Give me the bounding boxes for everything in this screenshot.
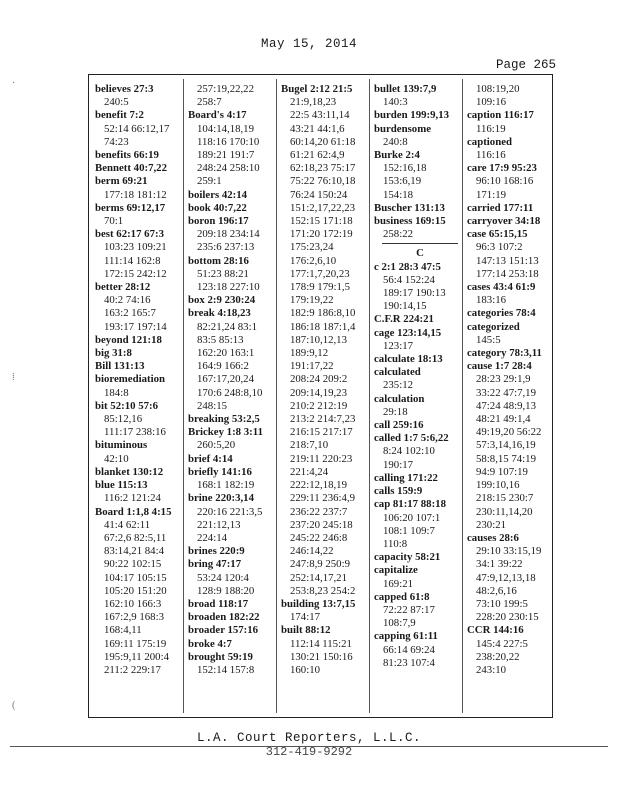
index-reference: 118:16 170:10 (197, 135, 260, 148)
index-reference: 111:17 238:16 (104, 426, 166, 439)
index-reference: 33:22 47:7,19 (476, 386, 536, 399)
index-reference: 199:10,16 (476, 479, 520, 492)
index-reference: 103:23 109:21 (104, 241, 167, 254)
index-term: bullet 139:7,9 (374, 83, 437, 95)
index-reference: 51:23 88:21 (197, 267, 249, 280)
index-reference: 177:14 253:18 (476, 267, 539, 280)
index-reference: 247:8,9 250:9 (290, 558, 350, 571)
column-divider (183, 79, 184, 713)
index-reference: 190:14,15 (383, 300, 427, 313)
index-reference: 57:3,14,16,19 (476, 439, 536, 452)
index-reference: 116:19 (476, 122, 506, 135)
index-term: berms 69:12,17 (95, 201, 166, 214)
index-term: broad 118:17 (188, 597, 249, 610)
index-term: categorized (467, 320, 520, 333)
index-reference: 22:5 43:11,14 (290, 109, 350, 122)
page-date: May 15, 2014 (260, 37, 357, 51)
index-reference: 154:18 (383, 188, 413, 201)
index-reference: 164:9 166:2 (197, 360, 249, 373)
index-reference: 172:15 242:12 (104, 267, 167, 280)
index-reference: 108:1 109:7 (383, 524, 435, 537)
index-reference: 128:9 188:20 (197, 584, 255, 597)
index-table (88, 74, 553, 718)
index-term: building 13:7,15 (281, 597, 356, 610)
index-reference: 170:6 248:8,10 (197, 386, 263, 399)
index-reference: 216:15 217:17 (290, 426, 353, 439)
footer-company: L.A. Court Reporters, L.L.C. (196, 731, 422, 745)
index-reference: 229:11 236:4,9 (290, 492, 355, 505)
index-term: Bill 131:13 (95, 360, 145, 373)
index-reference: 152:16,18 (383, 162, 427, 175)
index-reference: 258:22 (383, 228, 413, 241)
index-reference: 238:20,22 (476, 650, 520, 663)
index-reference: 52:14 66:12,17 (104, 122, 170, 135)
index-reference: 208:24 209:2 (290, 373, 348, 386)
index-reference: 186:18 187:1,4 (290, 320, 356, 333)
index-reference: 110:8 (383, 537, 408, 550)
index-reference: 94:9 107:19 (476, 465, 528, 478)
index-reference: 230:11,14,20 (476, 505, 533, 518)
index-term: break 4:18,23 (188, 307, 251, 320)
index-term: C.F.R 224:21 (374, 313, 434, 326)
index-term: captioned (467, 135, 512, 148)
index-reference: 218:7,10 (290, 439, 329, 452)
index-term: case 65:15,15 (467, 228, 528, 241)
index-reference: 174:17 (290, 611, 320, 624)
index-reference: 105:20 151:20 (104, 584, 167, 597)
index-reference: 82:21,24 83:1 (197, 320, 257, 333)
index-reference: 260:5,20 (197, 439, 236, 452)
index-term: caption 116:17 (467, 109, 534, 122)
index-reference: 116:16 (476, 149, 506, 162)
column-divider (276, 79, 277, 713)
index-reference: 209:18 234:14 (197, 228, 260, 241)
index-term: calculate 18:13 (374, 353, 443, 366)
index-reference: 81:23 107:4 (383, 656, 435, 669)
index-term: cases 43:4 61:9 (467, 281, 536, 294)
index-term: berm 69:21 (95, 175, 148, 188)
index-term: c 2:1 28:3 47:5 (374, 260, 441, 273)
index-reference: 42:10 (104, 452, 129, 465)
column-divider (462, 79, 463, 713)
index-reference: 47:24 48:9,13 (476, 399, 536, 412)
index-reference: 189:9,12 (290, 347, 329, 360)
index-term: believes 27:3 (95, 83, 154, 95)
index-term: calling 171:22 (374, 471, 438, 484)
index-reference: 176:2,6,10 (290, 254, 337, 267)
index-reference: 228:20 230:15 (476, 611, 539, 624)
index-reference: 60:14,20 61:18 (290, 135, 356, 148)
index-reference: 190:17 (383, 458, 413, 471)
index-reference: 53:24 120:4 (197, 571, 249, 584)
index-column-2 (188, 83, 280, 677)
index-term: Board 1:1,8 4:15 (95, 505, 172, 518)
index-reference: 237:20 245:18 (290, 518, 353, 531)
index-reference: 108:7,9 (383, 617, 416, 630)
index-reference: 253:8,23 254:2 (290, 584, 356, 597)
index-term: big 31:8 (95, 347, 132, 360)
index-reference: 230:21 (476, 518, 506, 531)
index-reference: 169:21 (383, 577, 413, 590)
index-term: bring 47:17 (188, 558, 242, 571)
margin-mark: · (12, 78, 16, 89)
index-reference: 140:3 (383, 96, 408, 109)
index-term: bioremediation (95, 373, 165, 386)
index-reference: 210:2 212:19 (290, 399, 348, 412)
index-term: Board's 4:17 (188, 109, 247, 122)
index-term: calculation (374, 392, 425, 405)
index-term: capacity 58:21 (374, 551, 441, 564)
index-term: carried 177:11 (467, 201, 534, 214)
index-reference: 151:2,17,22,23 (290, 201, 356, 214)
index-reference: 67:2,6 82:5,11 (104, 531, 167, 544)
index-reference: 248:15 (197, 399, 227, 412)
index-reference: 70:1 (104, 215, 124, 228)
index-reference: 167:17,20,24 (197, 373, 254, 386)
index-term: briefly 141:16 (188, 465, 252, 478)
index-term: categories 78:4 (467, 307, 536, 320)
index-reference: 40:2 74:16 (104, 294, 151, 307)
index-reference: 236:22 237:7 (290, 505, 348, 518)
index-reference: 62:18,23 75:17 (290, 162, 356, 175)
index-reference: 252:14,17,21 (290, 571, 347, 584)
index-reference: 221:12,13 (197, 518, 241, 531)
index-reference: 193:17 197:14 (104, 320, 167, 333)
index-reference: 61:21 62:4,9 (290, 149, 345, 162)
index-term: CCR 144:16 (467, 624, 524, 637)
index-term: care 17:9 95:23 (467, 162, 537, 175)
index-reference: 109:16 (476, 96, 506, 109)
index-reference: 175:23,24 (290, 241, 334, 254)
index-reference: 245:22 246:8 (290, 531, 348, 544)
index-reference: 85:12,16 (104, 413, 143, 426)
index-term: business 169:15 (374, 215, 446, 228)
index-reference: 130:21 150:16 (290, 650, 353, 663)
index-term: better 28:12 (95, 281, 151, 294)
index-reference: 220:16 221:3,5 (197, 505, 263, 518)
index-reference: 28:23 29:1,9 (476, 373, 531, 386)
index-term: calculated (374, 366, 421, 379)
index-reference: 48:21 49:1,4 (476, 413, 531, 426)
index-reference: 145:5 (476, 333, 501, 346)
index-reference: 243:10 (476, 663, 506, 676)
index-reference: 169:11 175:19 (104, 637, 167, 650)
index-term: Bugel 2:12 21:5 (281, 83, 353, 95)
index-reference: 184:8 (104, 386, 129, 399)
column-divider (369, 79, 370, 713)
index-reference: 248:24 258:10 (197, 162, 260, 175)
index-reference: 106:20 107:1 (383, 511, 441, 524)
index-term: bit 52:10 57:6 (95, 399, 158, 412)
index-reference: 153:6,19 (383, 175, 422, 188)
index-reference: 177:1,7,20,23 (290, 267, 350, 280)
index-reference: 116:2 121:24 (104, 492, 161, 505)
index-reference: 147:13 151:13 (476, 254, 539, 267)
index-reference: 145:4 227:5 (476, 637, 528, 650)
index-reference: 49:19,20 56:22 (476, 426, 542, 439)
index-reference: 235:6 237:13 (197, 241, 255, 254)
index-term: capping 61:11 (374, 630, 438, 643)
index-reference: 187:10,12,13 (290, 333, 347, 346)
index-reference: 29:10 33:15,19 (476, 545, 542, 558)
index-term: capitalize (374, 564, 418, 577)
index-term: benefit 7:2 (95, 109, 144, 122)
index-term: calls 159:9 (374, 485, 423, 498)
index-reference: 259:1 (197, 175, 222, 188)
index-term: brief 4:14 (188, 452, 233, 465)
index-reference: 240:5 (104, 96, 129, 109)
index-reference: 76:24 150:24 (290, 188, 348, 201)
index-reference: 235:12 (383, 379, 413, 392)
index-reference: 96:3 107:2 (476, 241, 523, 254)
index-reference: 58:8,15 74:19 (476, 452, 536, 465)
footer-phone: 312-419-9292 (265, 745, 353, 759)
index-reference: 221:4,24 (290, 465, 329, 478)
index-reference: 182:9 186:8,10 (290, 307, 356, 320)
index-reference: 222:12,18,19 (290, 479, 347, 492)
index-reference: 218:15 230:7 (476, 492, 534, 505)
index-reference: 160:10 (290, 663, 320, 676)
index-reference: 56:4 152:24 (383, 273, 435, 286)
index-reference: 178:9 179:1,5 (290, 281, 350, 294)
index-reference: 83:14,21 84:4 (104, 545, 164, 558)
index-reference: 104:17 105:15 (104, 571, 167, 584)
index-term: call 259:16 (374, 419, 424, 432)
index-term: blue 115:13 (95, 479, 148, 492)
index-reference: 171:20 172:19 (290, 228, 353, 241)
index-term: box 2:9 230:24 (188, 294, 256, 307)
index-term: breaking 53:2,5 (188, 413, 260, 426)
index-term: causes 28:6 (467, 531, 519, 544)
index-term: brine 220:3,14 (188, 492, 254, 505)
index-term: Brickey 1:8 3:11 (188, 426, 263, 439)
index-term: burdensome (374, 122, 431, 135)
index-reference: 72:22 87:17 (383, 603, 435, 616)
index-reference: 73:10 199:5 (476, 597, 528, 610)
index-term: called 1:7 5:6,22 (374, 432, 449, 445)
index-term: beyond 121:18 (95, 333, 162, 346)
index-term: bituminous (95, 439, 148, 452)
index-reference: 29:18 (383, 405, 408, 418)
index-reference: 41:4 62:11 (104, 518, 151, 531)
index-reference: 168:1 182:19 (197, 479, 255, 492)
index-term: broke 4:7 (188, 637, 232, 650)
index-reference: 171:19 (476, 188, 506, 201)
index-reference: 75:22 76:10,18 (290, 175, 356, 188)
index-reference: 162:20 163:1 (197, 347, 255, 360)
index-reference: 108:19,20 (476, 83, 520, 95)
index-reference: 48:2,6,16 (476, 584, 517, 597)
index-reference: 21:9,18,23 (290, 96, 337, 109)
index-reference: 177:18 181:12 (104, 188, 167, 201)
index-reference: 179:19,22 (290, 294, 334, 307)
index-term: brines 220:9 (188, 545, 245, 558)
index-term: boilers 42:14 (188, 188, 248, 201)
index-term: Burke 2:4 (374, 149, 420, 162)
index-term: book 40:7,22 (188, 201, 247, 214)
index-term: Bennett 40:7,22 (95, 162, 167, 175)
index-reference: 219:11 220:23 (290, 452, 353, 465)
page-number: Page 265 (495, 58, 556, 72)
index-reference: 195:9,11 200:4 (104, 650, 169, 663)
index-reference: 43:21 44:1,6 (290, 122, 345, 135)
index-reference: 257:19,22,22 (197, 83, 254, 95)
index-reference: 90:22 102:15 (104, 558, 162, 571)
index-reference: 189:21 191:7 (197, 149, 255, 162)
index-reference: 83:5 85:13 (197, 333, 244, 346)
index-term: bottom 28:16 (188, 254, 249, 267)
index-reference: 213:2 214:7,23 (290, 413, 356, 426)
index-term: boron 196:17 (188, 215, 249, 228)
index-term: cap 81:17 88:18 (374, 498, 446, 511)
index-reference: 104:14,18,19 (197, 122, 254, 135)
index-reference: 112:14 115:21 (290, 637, 352, 650)
index-reference: 211:2 229:17 (104, 663, 161, 676)
index-reference: 123:18 227:10 (197, 281, 260, 294)
index-reference: 240:8 (383, 135, 408, 148)
index-reference: 189:17 190:13 (383, 287, 446, 300)
index-reference: 162:10 166:3 (104, 597, 162, 610)
index-reference: 123:17 (383, 339, 413, 352)
index-reference: 183:16 (476, 294, 506, 307)
index-term: cause 1:7 28:4 (467, 360, 532, 373)
index-reference: 111:14 162:8 (104, 254, 161, 267)
index-term: burden 199:9,13 (374, 109, 449, 122)
index-reference: 34:1 39:22 (476, 558, 523, 571)
index-reference: 74:23 (104, 135, 129, 148)
index-term: broaden 182:22 (188, 611, 260, 624)
index-reference: 258:7 (197, 96, 222, 109)
index-term: broader 157:16 (188, 624, 259, 637)
index-reference: 152:15 171:18 (290, 215, 353, 228)
index-column-5 (467, 83, 559, 677)
index-reference: 163:2 165:7 (104, 307, 156, 320)
index-reference: 246:14,22 (290, 545, 334, 558)
index-term: capped 61:8 (374, 590, 430, 603)
index-reference: 47:9,12,13,18 (476, 571, 536, 584)
index-term: category 78:3,11 (467, 347, 542, 360)
index-term: best 62:17 67:3 (95, 228, 164, 241)
margin-mark: ⁞ (12, 372, 15, 383)
index-reference: 152:14 157:8 (197, 663, 255, 676)
index-reference: 66:14 69:24 (383, 643, 435, 656)
margin-mark: ( (12, 700, 16, 711)
index-reference: 167:2,9 168:3 (104, 611, 164, 624)
index-reference: 191:17,22 (290, 360, 334, 373)
index-term: Buscher 131:13 (374, 201, 445, 214)
index-reference: 8:24 102:10 (383, 445, 435, 458)
index-column-1 (95, 83, 187, 677)
index-term: carryover 34:18 (467, 215, 541, 228)
index-term: blanket 130:12 (95, 465, 164, 478)
index-reference: 209:14,19,23 (290, 386, 347, 399)
index-term: brought 59:19 (188, 650, 253, 663)
index-column-4 (374, 83, 466, 670)
index-reference: 96:10 168:16 (476, 175, 534, 188)
index-reference: 168:4,11 (104, 624, 142, 637)
index-term: cage 123:14,15 (374, 326, 442, 339)
index-term: built 88:12 (281, 624, 331, 637)
index-reference: 224:14 (197, 531, 227, 544)
index-term: benefits 66:19 (95, 149, 159, 162)
section-letter: C (416, 247, 424, 260)
index-column-3 (281, 83, 373, 677)
